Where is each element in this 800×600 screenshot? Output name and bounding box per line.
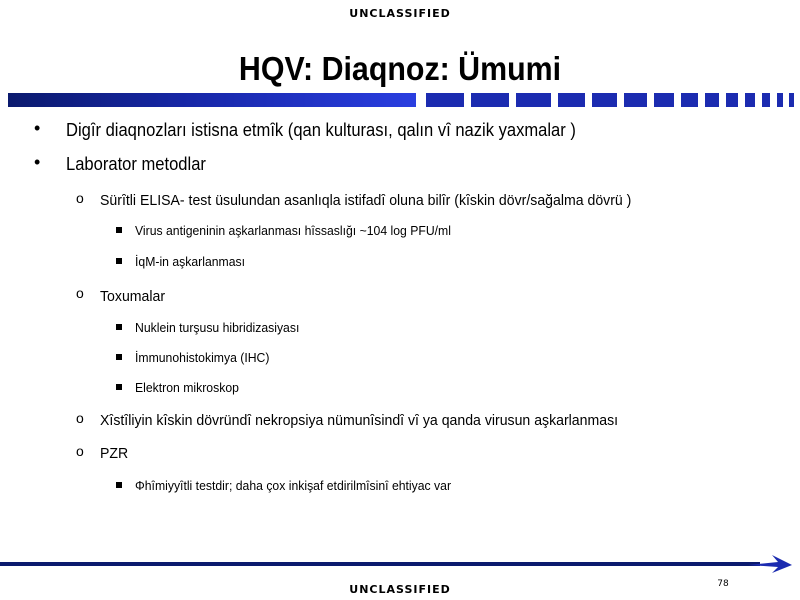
circle-bullet-icon: o xyxy=(76,285,84,301)
square-bullet-icon xyxy=(116,384,122,390)
square-bullet-icon xyxy=(116,354,122,360)
circle-bullet-icon: o xyxy=(76,410,84,426)
subitem-text: Sürȋtli ELISA- test üsulundan asanlıqla istifadȋ oluna bilȋr (kȋskin dövr/sağalma dövrü ) xyxy=(100,192,632,209)
square-bullet-icon xyxy=(116,227,122,233)
subsubitem-text: Φhȋmiyyȋtli testdir; daha çox inkişaf etdirilmȋsinȋ ehtiyac var xyxy=(135,478,452,493)
arrow-right-icon xyxy=(748,553,792,575)
bottom-rule xyxy=(0,562,760,566)
circle-bullet-icon: o xyxy=(76,190,84,206)
subsubitem-text: Elektron mikroskop xyxy=(135,380,239,395)
subsubitem-text: Virus antigeninin aşkarlanması hȋssaslığı ~104 log PFU/ml xyxy=(135,223,451,238)
subitem-text: Xȋstȋliyin kȋskin dövründȋ nekropsiya nümunȋsindȋ vȋ ya qanda virusun aşkarlanması xyxy=(100,412,619,429)
square-bullet-icon xyxy=(116,324,122,330)
slide-title: HQV: Diaqnoz: Ümumi xyxy=(238,50,562,87)
subsubitem-text: İqM-in aşkarlanması xyxy=(135,254,246,269)
bullet-text: Laborator metodlar xyxy=(66,154,206,174)
square-bullet-icon xyxy=(116,258,122,264)
bullet-dot-icon: • xyxy=(34,152,41,172)
bullet-text: Digȋr diaqnozları istisna etmȋk (qan kulturası, qalın vȋ nazik yaxmalar ) xyxy=(66,120,576,140)
subsubitem-text: İmmunohistokimya (IHC) xyxy=(135,350,270,365)
bullet-dot-icon: • xyxy=(34,118,41,138)
subsubitem-text: Nuklein turşusu hibridizasiyası xyxy=(135,320,300,335)
circle-bullet-icon: o xyxy=(76,443,84,459)
subitem-text: PZR xyxy=(100,445,129,462)
subitem-text: Toxumalar xyxy=(100,288,166,305)
square-bullet-icon xyxy=(116,482,122,488)
classification-top: UNCLASSIFIED xyxy=(349,7,451,20)
page-number: 78 xyxy=(717,579,729,589)
classification-bottom: UNCLASSIFIED xyxy=(349,583,451,596)
